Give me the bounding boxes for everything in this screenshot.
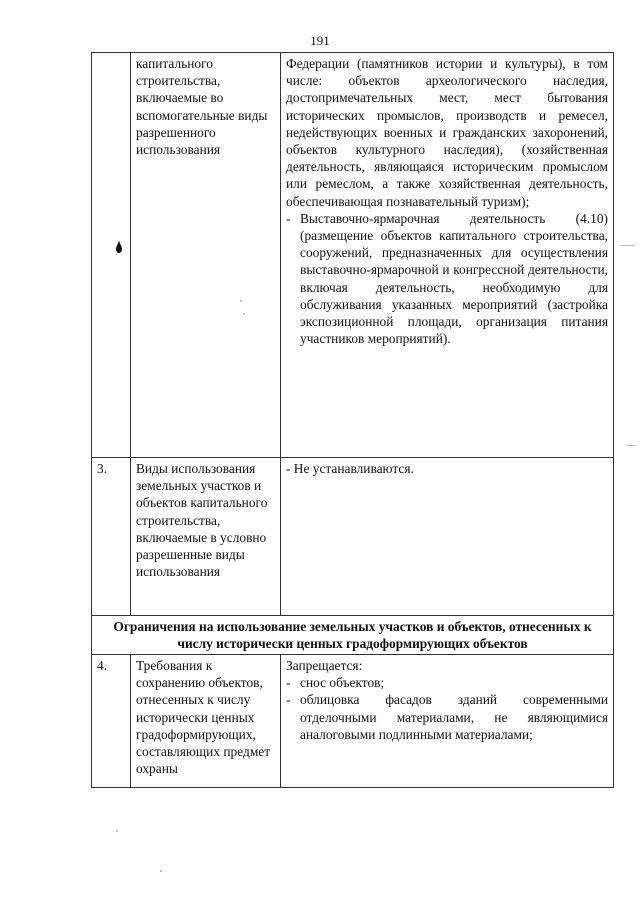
section-heading: Ограничения на использование земельных участков и объектов, отнесенных к числу исторически ценных градоформирующих объектов [92, 616, 614, 655]
row-label: Требования к сохранению объектов, отнесенных к числу исторически ценных градоформирующих, составляющих предмет охраны [131, 655, 281, 788]
row-number [92, 53, 131, 458]
ink-spot-mark [116, 240, 122, 253]
row-content [281, 53, 614, 458]
scan-artifact-line [626, 445, 636, 446]
list-item [286, 210, 608, 348]
row-content [281, 655, 614, 788]
row-content: - Не устанавливаются. [281, 458, 614, 616]
list-item-text: снос объектов; [300, 675, 385, 691]
row-number: 4. [92, 655, 131, 788]
row-label: капитального строительства, включаемые во вспомогательные виды разрешенного использования [131, 53, 281, 458]
scan-artifact-dot [160, 870, 162, 872]
section-heading-row [92, 616, 614, 655]
scan-artifact-dot [243, 313, 245, 315]
content-intro: Запрещается: [286, 658, 363, 673]
list-item-text: Выставочно-ярмарочная деятельность (4.10) (размещение объектов капитального строительства, сооружений, предназначенных для осуществления выставочно-ярмарочной и конгрессной деятельности, включая деятельность, необходимую для обслуживания указанных мероприятий (застройка экспозиционной площади, организация питания участников мероприятий). [300, 210, 608, 347]
list-item [286, 691, 608, 743]
content-intro: Федерации (памятников истории и культуры), в том числе: объектов археологического наследия, достопримечательных мест, мест бытования исторических промыслов, производств и ремесел, недействующих военных и гражданских захоронений, объектов культурного наследия), (хозяйственная деятельность, являющаяся историческим промыслом или ремеслом, а также хозяйственная деятельность, обеспечивающая познавательный туризм); [286, 56, 608, 209]
list-item [286, 674, 608, 691]
scan-artifact-dot [116, 830, 118, 832]
scan-artifact-line [620, 245, 634, 246]
regulations-table [91, 52, 614, 788]
table-row [92, 458, 614, 616]
list-dash: - [286, 692, 291, 708]
page-number: 191 [310, 33, 330, 48]
list-dash: - [286, 210, 291, 226]
row-number: 3. [92, 458, 131, 616]
table-row [92, 53, 614, 458]
list-dash: - [286, 675, 291, 691]
scan-artifact-dot [240, 300, 242, 302]
list-item-text: облицовка фасадов зданий современными отделочными материалами, не являющимися аналоговыми подлинными материалами; [300, 692, 608, 742]
row-label: Виды использования земельных участков и объектов капитального строительства, включаемые в условно разрешенные виды использования [131, 458, 281, 616]
table-row [92, 655, 614, 788]
